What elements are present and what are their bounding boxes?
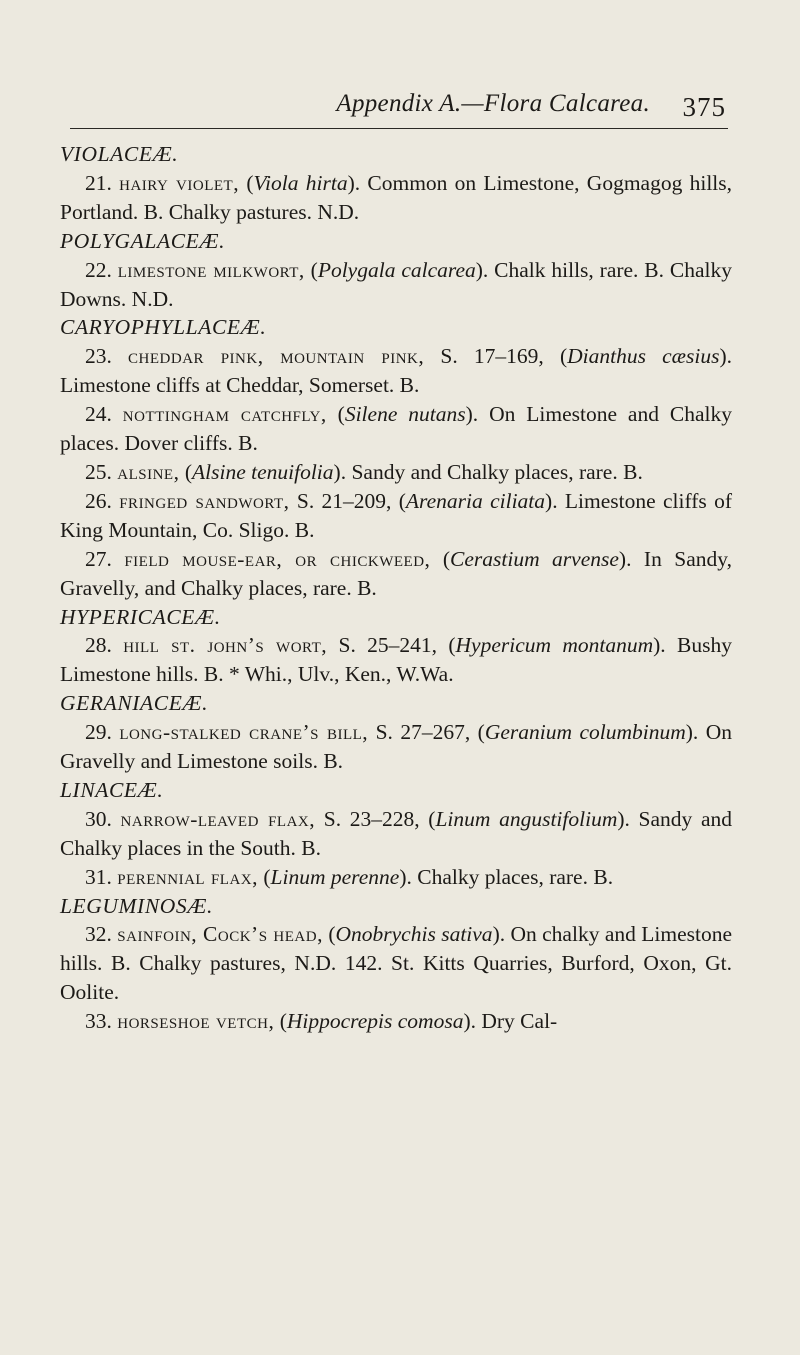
entry-text: Limestone cliffs of King Mountain, Co. Sligo. B.	[60, 488, 733, 542]
species-entry: 23. cheddar pink, mountain pink, S. 17–169, (Dianthus cæsius). Limestone cliffs at Cheddar, Somerset. B.	[60, 344, 733, 398]
family-heading: VIOLACEÆ.	[60, 142, 179, 166]
entry-text: On Limestone and Chalky places. Dover cliffs. B.	[60, 402, 732, 456]
family-heading: LEGUMINOSÆ.	[60, 893, 213, 918]
common-name: long-stalked crane’s bill,	[119, 720, 369, 745]
entry-number: 29.	[85, 720, 112, 745]
species-entry: 29. long-stalked crane’s bill, S. 27–267, (Geranium columbinum). On Gravelly and Limestone soils. B.	[60, 720, 732, 774]
species-name: Linum perenne	[270, 864, 400, 889]
entry-number: 27.	[85, 546, 112, 571]
reference: S. 27–267,	[375, 720, 471, 745]
family-heading: LINACEÆ.	[60, 777, 164, 802]
common-name: alsine,	[117, 459, 180, 484]
entry-text: Sandy and Chalky places, rare. B.	[351, 459, 643, 484]
entry-text: Sandy and Chalky places in the South. B.	[60, 806, 732, 860]
species-name: Hypericum montanum	[455, 633, 654, 658]
common-name: sainfoin, Cock’s head,	[117, 922, 323, 947]
entry-text: Bushy Limestone hills. B. * Whi., Ulv., Ken., W.Wa.	[60, 633, 732, 687]
entry-text: Dry Cal-	[481, 1009, 558, 1034]
entry-number: 28.	[85, 633, 112, 658]
species-name: Polygala calcarea	[317, 257, 476, 282]
family-heading: GERANIACEÆ.	[60, 691, 209, 716]
species-name: Viola hirta	[253, 170, 348, 195]
species-entry: 21. hairy violet, (Viola hirta). Common on Limestone, Gogmagog hills, Portland. B. Chalky pastures. N.D.	[60, 170, 733, 224]
entry-text: In Sandy, Gravelly, and Chalky places, rare. B.	[60, 546, 732, 600]
entry-number: 31.	[85, 864, 112, 889]
entry-text: Common on Limestone, Gogmagog hills, Portland. B. Chalky pastures. N.D.	[60, 170, 733, 224]
reference: S. 21–209,	[296, 488, 392, 513]
common-name: hill st. john’s wort,	[123, 633, 328, 658]
species-entry: 28. hill st. john’s wort, S. 25–241, (Hypericum montanum). Bushy Limestone hills. B. * Whi., Ulv., Ken., W.Wa.	[60, 633, 732, 687]
species-name: Onobrychis sativa	[335, 922, 493, 947]
page-body	[60, 140, 732, 1036]
species-name: Dianthus cæsius	[567, 344, 720, 369]
entry-number: 33.	[85, 1009, 112, 1034]
species-name: Geranium columbinum	[484, 720, 686, 745]
common-name: field mouse-ear, or chickweed,	[124, 546, 431, 571]
reference: S. 17–169,	[440, 344, 544, 369]
entry-text: Limestone cliffs at Cheddar, Somerset. B.	[60, 373, 420, 398]
species-entry: 31. perennial flax, (Linum perenne). Chalky places, rare. B.	[85, 864, 614, 889]
species-entry: 27. field mouse-ear, or chickweed, (Cerastium arvense). In Sandy, Gravelly, and Chalky places, rare. B.	[60, 546, 732, 600]
species-entry: 26. fringed sandwort, S. 21–209, (Arenaria ciliata). Limestone cliffs of King Mountain, Co. Sligo. B.	[60, 488, 733, 542]
species-entry: 30. narrow-leaved flax, S. 23–228, (Linum angustifolium). Sandy and Chalky places in the South. B.	[60, 806, 732, 860]
running-head	[70, 88, 728, 129]
entry-number: 24.	[85, 402, 112, 427]
entry-number: 32.	[85, 922, 112, 947]
species-name: Linum angustifolium	[435, 806, 618, 831]
species-name: Arenaria ciliata	[405, 488, 546, 513]
entry-number: 22.	[85, 257, 112, 282]
page-number: 375	[682, 92, 726, 122]
entry-text: On chalky and Limestone hills. B. Chalky pastures, N.D. 142. St. Kitts Quarries, Burford, Oxon, Gt. Oolite.	[60, 922, 732, 1005]
common-name: nottingham catchfly,	[122, 402, 327, 427]
species-entry: 22. limestone milkwort, (Polygala calcarea). Chalk hills, rare. B. Chalky Downs. N.D.	[60, 257, 732, 311]
entry-number: 25.	[85, 459, 112, 484]
common-name: horseshoe vetch,	[117, 1009, 275, 1034]
entry-text: On Gravelly and Limestone soils. B.	[60, 720, 732, 774]
entry-number: 21.	[85, 170, 112, 195]
common-name: narrow-leaved flax,	[120, 806, 316, 831]
species-name: Silene nutans	[344, 402, 466, 427]
entry-text: Chalky places, rare. B.	[417, 864, 614, 889]
family-heading: HYPERICACEÆ.	[60, 604, 221, 629]
common-name: cheddar pink, mountain pink,	[128, 344, 425, 369]
reference: S. 23–228,	[323, 806, 420, 831]
common-name: hairy violet,	[119, 170, 240, 195]
species-entry: 33. horseshoe vetch, (Hippocrepis comosa). Dry Cal-	[85, 1009, 558, 1034]
family-heading: CARYOPHYLLACEÆ.	[60, 315, 267, 340]
species-entry: 32. sainfoin, Cock’s head, (Onobrychis sativa). On chalky and Limestone hills. B. Chalky pastures, N.D. 142. St. Kitts Quarries, Burford, Oxon, Gt. Oolite.	[60, 922, 732, 1005]
common-name: perennial flax,	[117, 864, 258, 889]
reference: S. 25–241,	[338, 633, 438, 658]
entry-number: 23.	[85, 344, 112, 369]
entry-number: 30.	[85, 806, 112, 831]
species-entry: 24. nottingham catchfly, (Silene nutans). On Limestone and Chalky places. Dover cliffs. B.	[60, 402, 732, 456]
common-name: limestone milkwort,	[117, 257, 305, 282]
species-name: Hippocrepis comosa	[286, 1009, 464, 1034]
entry-number: 26.	[85, 488, 112, 513]
entry-text: Chalk hills, rare. B. Chalky Downs. N.D.	[60, 257, 732, 311]
species-entry: 25. alsine, (Alsine tenuifolia). Sandy and Chalky places, rare. B.	[85, 459, 643, 484]
common-name: fringed sandwort,	[119, 488, 290, 513]
species-name: Alsine tenuifolia	[192, 459, 334, 484]
species-name: Cerastium arvense	[450, 546, 619, 571]
family-heading: POLYGALACEÆ.	[60, 228, 226, 253]
running-title: Appendix A.—Flora Calcarea.	[336, 90, 650, 117]
